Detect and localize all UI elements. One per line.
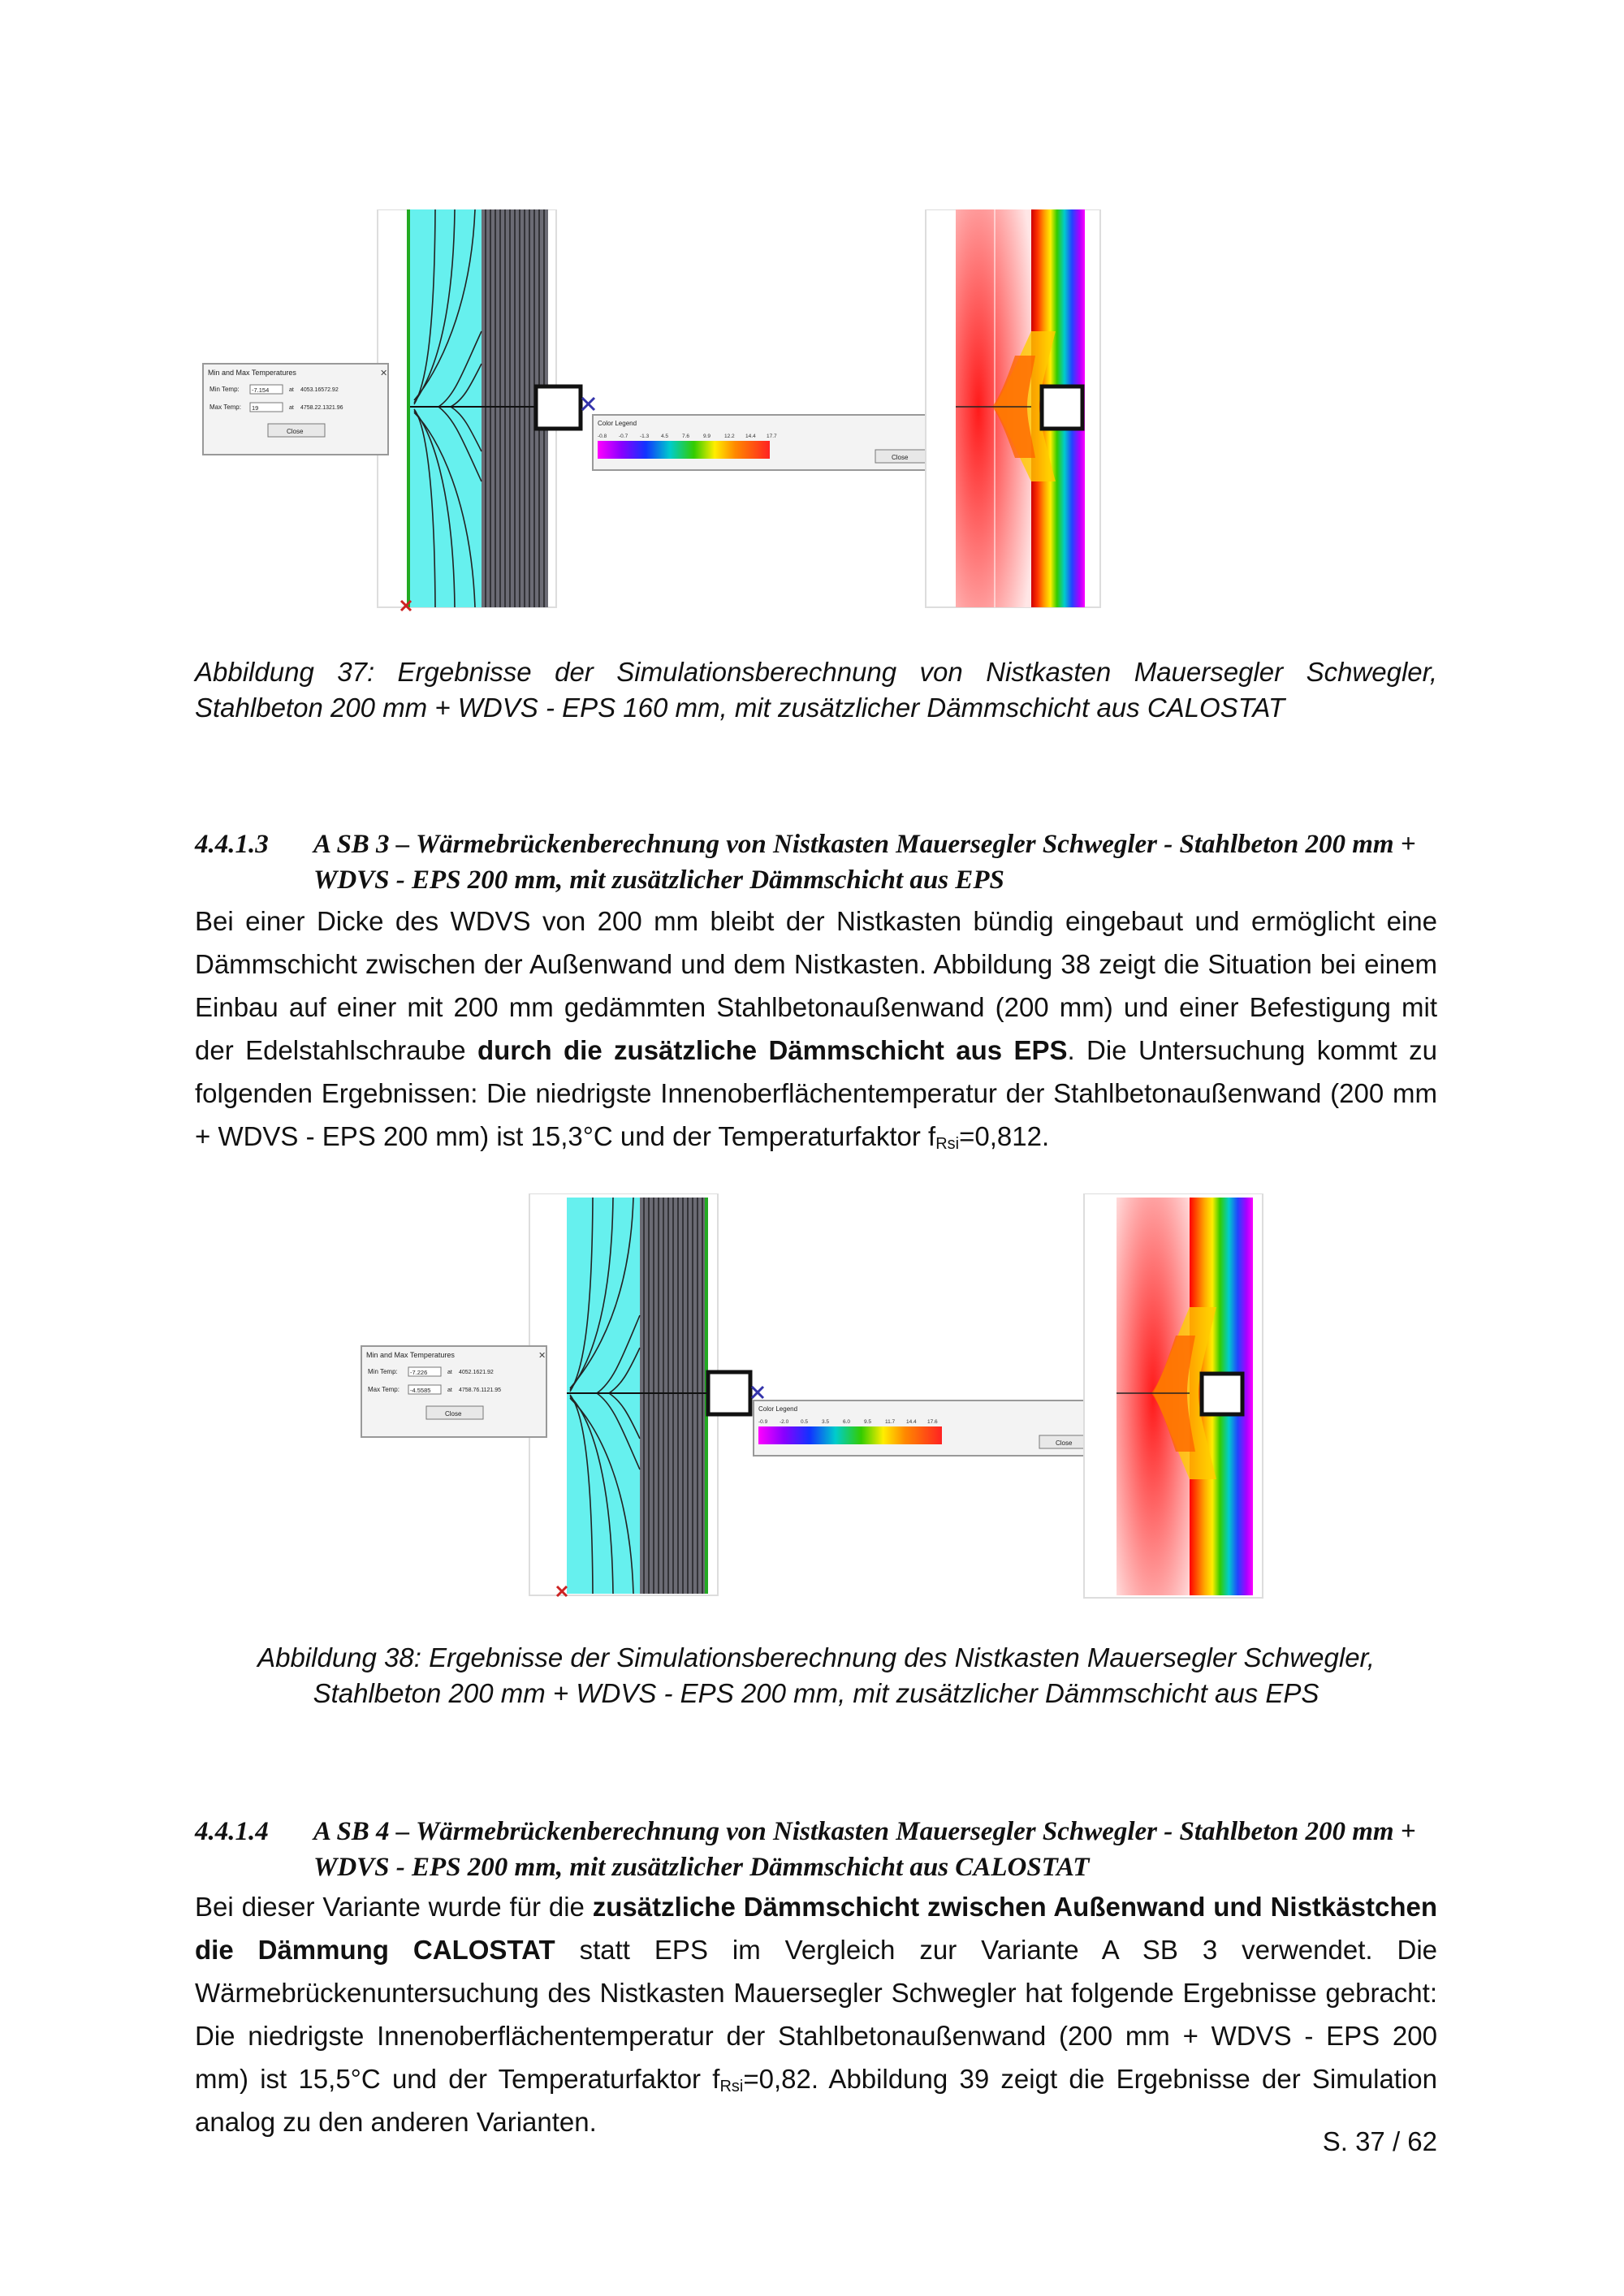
min-temp-label: Min Temp:	[209, 386, 240, 393]
legend-tick: 0.5	[801, 1419, 809, 1425]
close-button-label: Close	[892, 454, 909, 461]
paragraph-text: . Die Untersuchung kommt zu folgenden Ergebnissen: Die niedrigste Innenoberflächentemperatur der Stahlbetonaußenwand (200 mm + WDVS - EPS 200 mm) ist 15,3°C und der Temperaturfaktor f	[195, 1035, 1437, 1151]
min-temp-coords: 4052.1621.92	[459, 1370, 494, 1375]
max-temp-coords: 4758.76.1121.95	[459, 1388, 502, 1393]
caption-line: Abbildung 38: Ergebnisse der Simulationsberechnung des Nistkasten Mauersegler Schwegler,	[257, 1642, 1375, 1672]
minmax-dialog-title: Min and Max Temperatures	[366, 1351, 455, 1359]
section-heading-4-4-1-4	[195, 1814, 1437, 1885]
min-temp-value: -7.226	[410, 1369, 428, 1376]
section-title: A SB 4 – Wärmebrückenberechnung von Nistkasten Mauersegler Schwegler - Stahlbeton 200 mm + WDVS - EPS 200 mm, mit zusätzlicher Dämmschicht aus CALOSTAT	[313, 1817, 1416, 1882]
legend-tick: 4.5	[661, 434, 669, 439]
paragraph-bold-text: zusätzliche Dämmschicht zwischen Außenwand und Nistkästchen die Dämmung CALOSTAT	[195, 1892, 1437, 1965]
min-temp-coords: 4053.16572.92	[300, 387, 339, 393]
legend-tick: 12.2	[724, 434, 735, 439]
max-temp-label: Max Temp:	[368, 1386, 400, 1393]
close-button-label: Close	[287, 428, 304, 435]
figure-37	[195, 209, 1129, 615]
paragraph-text: =0,812.	[959, 1121, 1050, 1151]
legend-tick: 7.6	[682, 434, 690, 439]
legend-title: Color Legend	[598, 420, 637, 427]
min-temp-label: Min Temp:	[368, 1368, 398, 1375]
figure-38	[357, 1193, 1275, 1599]
paragraph-bold-text: durch die zusätzliche Dämmschicht aus EPS	[477, 1035, 1068, 1065]
subscript: Rsi	[719, 2078, 744, 2095]
close-button-label: Close	[445, 1410, 462, 1418]
legend-tick: 17.7	[767, 434, 777, 439]
minmax-dialog-title: Min and Max Temperatures	[208, 369, 296, 377]
section-title: A SB 3 – Wärmebrückenberechnung von Nistkasten Mauersegler Schwegler - Stahlbeton 200 mm + WDVS - EPS 200 mm, mit zusätzlicher Dämmschicht aus EPS	[313, 830, 1416, 895]
legend-tick: 17.6	[927, 1419, 938, 1425]
paragraph-a-sb-3	[195, 900, 1437, 1158]
subscript: Rsi	[935, 1135, 960, 1153]
figure-38-caption	[195, 1640, 1437, 1711]
max-temp-value: -4.5585	[410, 1387, 431, 1394]
legend-tick: -1.3	[640, 434, 650, 439]
paragraph-text: Bei dieser Variante wurde für die	[195, 1892, 593, 1922]
legend-color-bar	[598, 441, 770, 459]
legend-tick: 3.5	[822, 1419, 830, 1425]
page-number: S. 37 / 62	[1322, 2126, 1437, 2156]
legend-tick: 11.7	[885, 1419, 896, 1425]
legend-tick: 14.4	[906, 1419, 917, 1425]
paragraph-text: statt EPS im Vergleich zur Variante A SB 3 verwendet. Die Wärmebrückenuntersuchung des Nistkasten Mauersegler Schwegler hat folgende Ergebnisse gebracht: Die niedrigste Innenoberflächentemperatur der Stahlbetonaußenwand (200 mm + WDVS - EPS 200 mm) ist 15,5°C und der Temperaturfaktor f	[195, 1935, 1438, 2094]
close-icon[interactable]: ✕	[380, 369, 388, 378]
paragraph-text: Bei einer Dicke des WDVS von 200 mm bleibt der Nistkasten bündig eingebaut und ermöglicht eine Dämmschicht zwischen der Außenwand und dem Nistkasten. Abbildung 38 zeigt die Situation bei einem Einbau auf einer mit 200 mm gedämmten Stahlbetonaußenwand (200 mm) und einer Befestigung mit der Edelstahlschraube	[195, 906, 1437, 1065]
legend-tick: -2.0	[780, 1419, 789, 1425]
at-label: at	[289, 405, 294, 411]
legend-tick: -0.7	[619, 434, 628, 439]
max-temp-coords: 4758.22.1321.96	[300, 405, 343, 411]
figure-37-caption: Abbildung 37: Ergebnisse der Simulationsberechnung von Nistkasten Mauersegler Schwegler, Stahlbeton 200 mm + WDVS - EPS 160 mm, mit zusätzlicher Dämmschicht aus CALOSTAT	[195, 657, 1437, 723]
at-label: at	[289, 387, 294, 393]
section-heading-4-4-1-3	[195, 826, 1437, 898]
at-label: at	[447, 1388, 452, 1393]
legend-tick: 14.4	[745, 434, 756, 439]
paragraph-text: =0,82. Abbildung 39 zeigt die Ergebnisse der Simulation analog zu den anderen Varianten.	[195, 2064, 1438, 2137]
color-legend-dialog-38	[754, 1400, 1103, 1456]
legend-tick: -0.9	[758, 1419, 768, 1425]
minmax-dialog-38	[361, 1346, 546, 1437]
section-number: 4.4.1.4	[195, 1817, 269, 1846]
caption-line: Stahlbeton 200 mm + WDVS - EPS 200 mm, mit zusätzlicher Dämmschicht aus EPS	[313, 1678, 1320, 1708]
section-number: 4.4.1.3	[195, 830, 269, 859]
color-legend-dialog-37	[593, 415, 934, 470]
legend-title: Color Legend	[758, 1405, 798, 1413]
at-label: at	[447, 1370, 452, 1375]
max-temp-value: 19	[252, 404, 259, 412]
figure-38-svg	[357, 1193, 1275, 1599]
min-temp-value: -7.154	[252, 386, 270, 394]
close-icon[interactable]: ✕	[538, 1351, 546, 1361]
figure-37-svg	[195, 209, 1129, 615]
minmax-dialog-37	[203, 364, 388, 455]
legend-tick: 9.9	[703, 434, 711, 439]
legend-tick: -0.8	[598, 434, 607, 439]
legend-color-bar	[758, 1426, 942, 1444]
paragraph-a-sb-4	[195, 1885, 1437, 2143]
legend-tick: 6.0	[843, 1419, 851, 1425]
close-button-label: Close	[1056, 1439, 1073, 1447]
legend-tick: 9.5	[864, 1419, 872, 1425]
max-temp-label: Max Temp:	[209, 404, 241, 411]
